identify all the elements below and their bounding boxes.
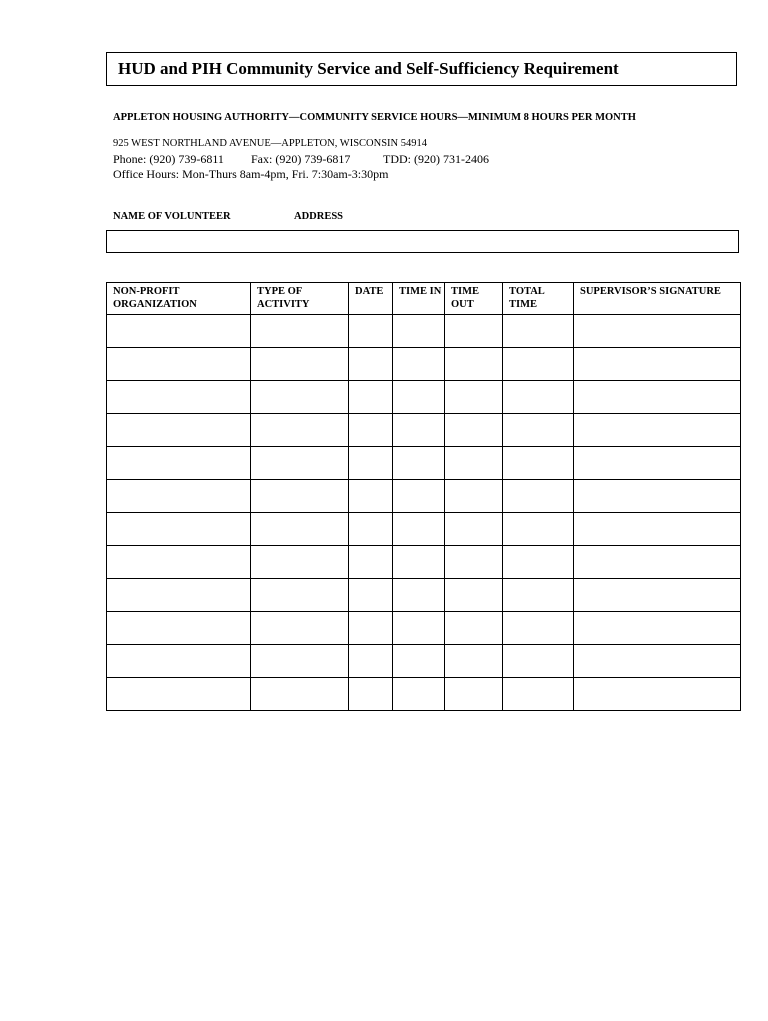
cell-time-out[interactable]: [445, 480, 503, 513]
cell-signature[interactable]: [574, 678, 741, 711]
organization-address: 925 WEST NORTHLAND AVENUE—APPLETON, WISCONSIN 54914: [113, 138, 427, 149]
cell-organization[interactable]: [107, 513, 251, 546]
cell-date[interactable]: [349, 381, 393, 414]
cell-activity[interactable]: [251, 414, 349, 447]
cell-date[interactable]: [349, 645, 393, 678]
cell-time-out[interactable]: [445, 546, 503, 579]
cell-date[interactable]: [349, 513, 393, 546]
table-row: [107, 546, 741, 579]
table-row: [107, 579, 741, 612]
table-header-row: [107, 283, 741, 315]
cell-activity[interactable]: [251, 678, 349, 711]
header-time-in: TIME IN: [393, 283, 445, 315]
cell-time-out[interactable]: [445, 645, 503, 678]
cell-signature[interactable]: [574, 513, 741, 546]
cell-activity[interactable]: [251, 315, 349, 348]
cell-date[interactable]: [349, 447, 393, 480]
cell-time-out[interactable]: [445, 447, 503, 480]
header-supervisor-signature: SUPERVISOR’S SIGNATURE: [574, 283, 741, 315]
phone-number: Phone: (920) 739-6811: [113, 152, 224, 166]
cell-total-time[interactable]: [503, 315, 574, 348]
cell-time-in[interactable]: [393, 414, 445, 447]
form-title: HUD and PIH Community Service and Self-Sufficiency Requirement: [118, 59, 619, 78]
cell-organization[interactable]: [107, 381, 251, 414]
cell-organization[interactable]: [107, 579, 251, 612]
cell-date[interactable]: [349, 579, 393, 612]
cell-activity[interactable]: [251, 645, 349, 678]
cell-time-out[interactable]: [445, 678, 503, 711]
table-row: [107, 612, 741, 645]
cell-organization[interactable]: [107, 612, 251, 645]
cell-time-in[interactable]: [393, 447, 445, 480]
cell-date[interactable]: [349, 612, 393, 645]
cell-organization[interactable]: [107, 447, 251, 480]
table-row: [107, 447, 741, 480]
volunteer-address-label: ADDRESS: [294, 211, 344, 222]
cell-activity[interactable]: [251, 546, 349, 579]
header-time-out: TIME OUT: [445, 283, 503, 315]
cell-time-in[interactable]: [393, 513, 445, 546]
cell-signature[interactable]: [574, 480, 741, 513]
cell-signature[interactable]: [574, 315, 741, 348]
table-row: [107, 678, 741, 711]
cell-organization[interactable]: [107, 315, 251, 348]
cell-time-in[interactable]: [393, 579, 445, 612]
cell-time-out[interactable]: [445, 513, 503, 546]
cell-date[interactable]: [349, 678, 393, 711]
cell-total-time[interactable]: [503, 579, 574, 612]
cell-date[interactable]: [349, 348, 393, 381]
cell-signature[interactable]: [574, 579, 741, 612]
cell-time-out[interactable]: [445, 612, 503, 645]
cell-time-in[interactable]: [393, 480, 445, 513]
cell-time-in[interactable]: [393, 546, 445, 579]
cell-total-time[interactable]: [503, 480, 574, 513]
cell-time-in[interactable]: [393, 678, 445, 711]
cell-time-in[interactable]: [393, 315, 445, 348]
fax-number: Fax: (920) 739-6817: [251, 152, 351, 166]
cell-activity[interactable]: [251, 612, 349, 645]
cell-organization[interactable]: [107, 480, 251, 513]
cell-time-in[interactable]: [393, 645, 445, 678]
volunteer-name-label: NAME OF VOLUNTEER: [113, 211, 231, 222]
header-date: DATE: [349, 283, 393, 315]
cell-total-time[interactable]: [503, 546, 574, 579]
cell-total-time[interactable]: [503, 513, 574, 546]
header-non-profit-organization: NON-PROFIT ORGANIZATION: [107, 283, 251, 315]
organization-line: APPLETON HOUSING AUTHORITY—COMMUNITY SERVICE HOURS—MINIMUM 8 HOURS PER MONTH: [113, 112, 636, 123]
cell-date[interactable]: [349, 546, 393, 579]
cell-activity[interactable]: [251, 480, 349, 513]
table-row: [107, 480, 741, 513]
office-hours: Office Hours: Mon-Thurs 8am-4pm, Fri. 7:30am-3:30pm: [113, 167, 389, 181]
cell-signature[interactable]: [574, 381, 741, 414]
cell-time-out[interactable]: [445, 381, 503, 414]
header-type-of-activity: TYPE OF ACTIVITY: [251, 283, 349, 315]
cell-organization[interactable]: [107, 546, 251, 579]
cell-date[interactable]: [349, 480, 393, 513]
cell-time-in[interactable]: [393, 348, 445, 381]
cell-organization[interactable]: [107, 348, 251, 381]
cell-organization[interactable]: [107, 414, 251, 447]
cell-total-time[interactable]: [503, 381, 574, 414]
service-hours-table: [106, 282, 741, 711]
cell-total-time[interactable]: [503, 612, 574, 645]
form-title-box: [106, 52, 737, 86]
tdd-number: TDD: (920) 731-2406: [383, 152, 489, 166]
cell-activity[interactable]: [251, 513, 349, 546]
header-total-time: TOTAL TIME: [503, 283, 574, 315]
cell-time-in[interactable]: [393, 612, 445, 645]
table-row: [107, 513, 741, 546]
cell-date[interactable]: [349, 315, 393, 348]
cell-organization[interactable]: [107, 645, 251, 678]
cell-activity[interactable]: [251, 447, 349, 480]
cell-total-time[interactable]: [503, 447, 574, 480]
table-row: [107, 315, 741, 348]
table-row: [107, 414, 741, 447]
volunteer-name-address-field[interactable]: [106, 230, 739, 253]
table-row: [107, 381, 741, 414]
cell-total-time[interactable]: [503, 645, 574, 678]
cell-activity[interactable]: [251, 348, 349, 381]
table-row: [107, 348, 741, 381]
cell-signature[interactable]: [574, 414, 741, 447]
cell-time-out[interactable]: [445, 579, 503, 612]
cell-time-out[interactable]: [445, 315, 503, 348]
table-row: [107, 645, 741, 678]
cell-activity[interactable]: [251, 579, 349, 612]
cell-signature[interactable]: [574, 612, 741, 645]
cell-signature[interactable]: [574, 645, 741, 678]
cell-time-in[interactable]: [393, 381, 445, 414]
cell-organization[interactable]: [107, 678, 251, 711]
cell-signature[interactable]: [574, 447, 741, 480]
cell-signature[interactable]: [574, 546, 741, 579]
cell-time-out[interactable]: [445, 414, 503, 447]
cell-activity[interactable]: [251, 381, 349, 414]
cell-signature[interactable]: [574, 348, 741, 381]
cell-total-time[interactable]: [503, 414, 574, 447]
cell-time-out[interactable]: [445, 348, 503, 381]
cell-total-time[interactable]: [503, 348, 574, 381]
cell-total-time[interactable]: [503, 678, 574, 711]
cell-date[interactable]: [349, 414, 393, 447]
